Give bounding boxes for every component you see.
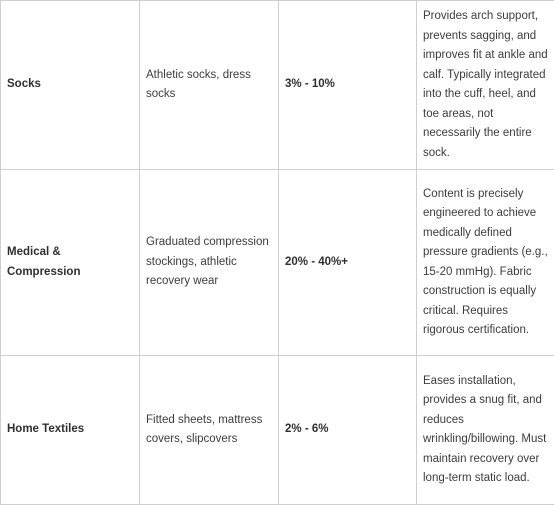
category-cell [1,1,140,170]
examples-text: Athletic socks, dress socks [146,66,272,105]
table-row [1,170,554,356]
examples-cell [140,170,279,356]
table-row [1,356,554,505]
examples-text: Graduated compression stockings, athletic recovery wear [146,233,272,292]
range-cell [279,170,417,356]
range-text: 3% - 10% [285,75,410,95]
range-cell [279,1,417,170]
range-text: 20% - 40%+ [285,253,410,273]
notes-text: Eases installation, provides a snug fit, and reduces wrinkling/billowing. Must maintain recovery over long-term static load. [423,372,548,489]
notes-cell [417,1,554,170]
range-cell [279,356,417,505]
category-text: Socks [7,75,133,95]
range-text: 2% - 6% [285,420,410,440]
notes-text: Content is precisely engineered to achieve medically defined pressure gradients (e.g., 15-20 mmHg). Fabric construction is equally critical. Requires rigorous certification. [423,185,548,341]
notes-text: Provides arch support, prevents sagging, and improves fit at ankle and calf. Typically integrated into the cuff, heel, and toe areas, not necessarily the entire sock. [423,7,548,163]
category-cell [1,170,140,356]
notes-cell [417,170,554,356]
category-text: Medical & Compression [7,243,133,282]
category-cell [1,356,140,505]
notes-cell [417,356,554,505]
examples-cell [140,356,279,505]
category-text: Home Textiles [7,420,133,440]
table-row [1,1,554,170]
examples-cell [140,1,279,170]
examples-text: Fitted sheets, mattress covers, slipcovers [146,411,272,450]
